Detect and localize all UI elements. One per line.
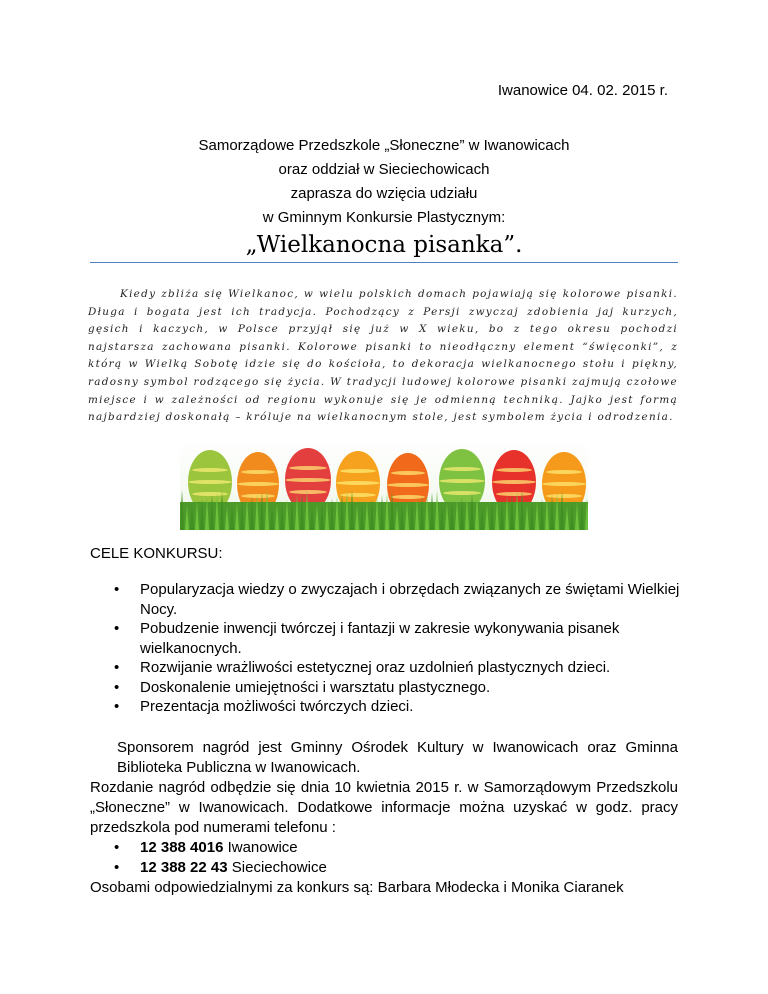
phone-number: 12 388 22 43 <box>140 859 228 876</box>
phone-place: Sieciechowice <box>231 859 327 876</box>
bullet-icon: • <box>114 620 120 637</box>
egg-decoration <box>241 470 275 474</box>
bullet-icon: • <box>114 678 120 696</box>
bullet-icon: • <box>114 859 120 876</box>
list-item <box>90 858 678 878</box>
invitation-line: zaprasza do wzięcia udziału <box>290 185 478 202</box>
bullet-icon: • <box>114 698 120 715</box>
contest-line: w Gminnym Konkursie Plastycznym: <box>262 209 506 226</box>
document-date: Iwanowice 04. 02. 2015 r. <box>497 82 668 99</box>
egg-decoration <box>188 480 232 484</box>
egg-decoration <box>192 468 228 472</box>
branch-line: oraz oddział w Sieciechowicach <box>278 161 490 178</box>
bullet-icon: • <box>114 839 120 856</box>
contest-title: „Wielkanocna pisanka”. <box>245 232 523 258</box>
list-item: • Pobudzenie inwencji twórczej i fantazji w zakresie wykonywania pisanek wielkanocnych. <box>114 620 620 657</box>
egg-decoration <box>391 495 425 499</box>
egg-decoration <box>496 468 532 472</box>
list-item: • Rozwijanie wrażliwości estetycznej oraz uzdolnień plastycznych dzieci. <box>114 659 611 676</box>
egg-decoration <box>443 467 481 471</box>
egg-decoration <box>443 491 481 495</box>
list-item: • Popularyzacja wiedzy o zwyczajach i obrzędach związanych ze świętami Wielkiej Nocy. <box>114 581 680 618</box>
responsible-paragraph: Osobami odpowiedzialnymi za konkurs są: Barbara Młodecka i Monika Ciaranek <box>90 879 624 896</box>
goals-heading: CELE KONKURSU: <box>90 545 223 562</box>
bullet-icon: • <box>114 581 120 598</box>
bullet-icon: • <box>114 659 120 676</box>
egg-decoration <box>439 479 485 483</box>
intro-text: Kiedy zbliża się Wielkanoc, w wielu polskich domach pojawiają się kolorowe pisanki. Długa i bogata jest ich tradycja. Pochodzący z Persji zwyczaj zdobienia jaj kurzych, gęsich i kaczych, w Polsce przyjął się już w X wieku, bo z tego okresu pochodzi najstarsza zachowana pisanki. Kolorowe pisanki to nieodłączny element “święconki”, z którą w Wielką Sobotę idzie się do kościoła, to dekoracja wielkanocnego stołu i piękny, radosny symbol rodzącego się życia. W tradycji ludowej kolorowe pisanki zajmują czołowe miejsce i w zależności od regionu wykonuje się je odmienną techniką. Jajko jest formą najbardziej doskonałą – króluje na wielkanocnym stole, jest symbolem życia i odrodzenia. <box>88 288 678 424</box>
egg-decoration <box>546 494 582 498</box>
egg-decoration <box>492 480 536 484</box>
egg-decoration <box>336 481 380 485</box>
egg-decoration <box>285 478 331 482</box>
egg-decoration <box>340 469 376 473</box>
egg-decoration <box>289 490 327 494</box>
list-item: • Prezentacja możliwości twórczych dzieci. <box>114 698 414 715</box>
egg-decoration <box>289 466 327 470</box>
intro-paragraph <box>88 286 678 427</box>
sponsor-paragraph: Sponsorem nagród jest Gminny Ośrodek Kultury w Iwanowicach oraz Gminna Biblioteka Publiczna w Iwanowicach. <box>117 739 678 776</box>
easter-eggs-on-grass-image <box>180 440 588 530</box>
egg-decoration <box>387 483 429 487</box>
title-divider <box>90 262 678 263</box>
phone-list <box>90 838 678 878</box>
egg-decoration <box>391 471 425 475</box>
details-section <box>90 738 678 898</box>
ceremony-paragraph: Rozdanie nagród odbędzie się dnia 10 kwietnia 2015 r. w Samorządowym Przedszkolu „Słoneczne” w Iwanowicach. Dodatkowe informacje można uzyskać w godz. pracy przedszkola pod numerami telefonu : <box>90 779 678 836</box>
phone-number: 12 388 4016 <box>140 839 224 856</box>
egg-decoration <box>241 494 275 498</box>
organizer-line: Samorządowe Przedszkole „Słoneczne” w Iwanowicach <box>198 137 570 154</box>
list-item <box>90 838 678 858</box>
egg-decoration <box>496 492 532 496</box>
egg-decoration <box>237 482 279 486</box>
phone-place: Iwanowice <box>227 839 298 856</box>
list-item: • Doskonalenie umiejętności i warsztatu plastycznego. <box>114 678 491 696</box>
egg-decoration <box>546 470 582 474</box>
egg-decoration <box>542 482 586 486</box>
egg-decoration <box>192 492 228 496</box>
egg-decoration <box>340 493 376 497</box>
goals-list <box>90 580 690 717</box>
